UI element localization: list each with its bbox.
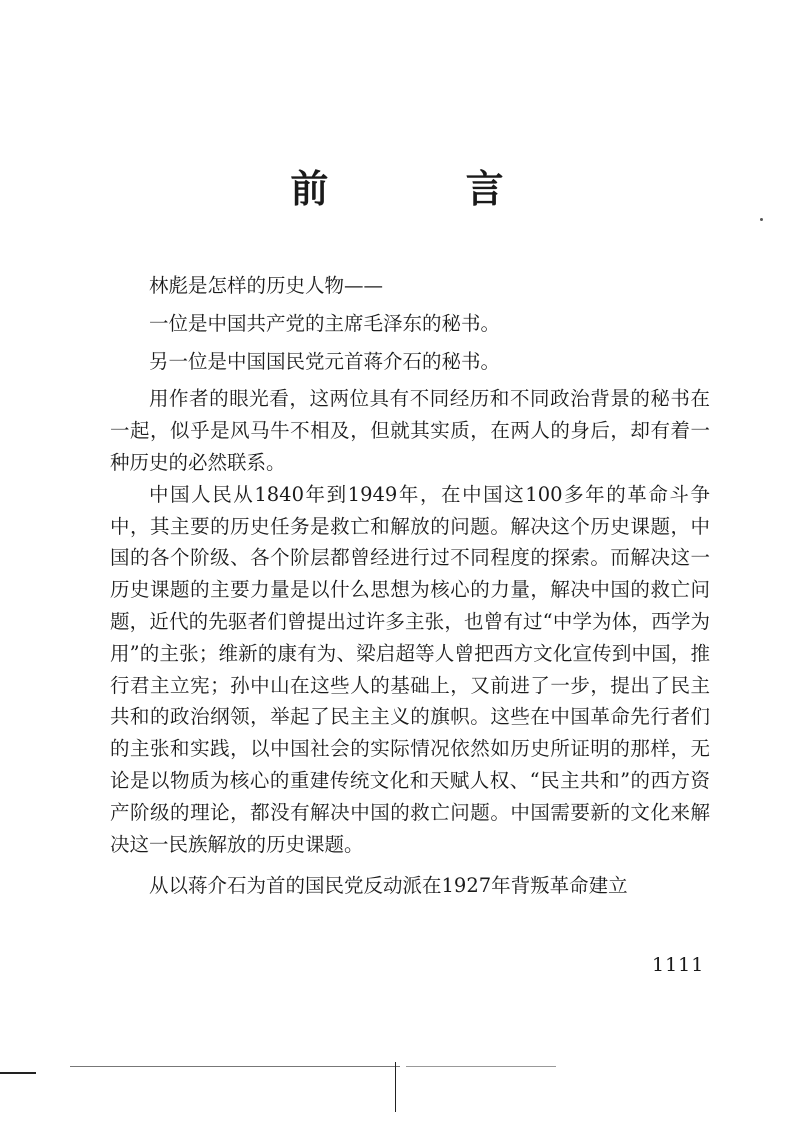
paragraph: 从以蒋介石为首的国民党反动派在1927年背叛革命建立: [149, 874, 628, 898]
paragraph: 另一位是中国国民党元首蒋介石的秘书。: [149, 349, 501, 373]
page-number: 1111: [652, 954, 705, 976]
paragraph: 林彪是怎样的历史人物——: [149, 274, 384, 297]
scan-edge-line: [70, 1066, 400, 1067]
page-title: 前 言: [290, 166, 566, 211]
paragraph: 中国人民从1840年到1949年，在中国这100多年的革命斗争中，其主要的历史任务是救亡和解放的问题。解决这个历史课题，中国的各个阶级、各个阶层都曾经进行过不同程度的探索。而解决这一历史课题的主要力量是以什么思想为核心的力量，解决中国的救亡问题，近代的先驱者们曾提出过许多主张，也曾有过“中学为体，西学为用”的主张；维新的康有为、梁启超等人曾把西方文化宣传到中国，推行君主立宪；孙中山在这些人的基础上，又前进了一步，提出了民主共和的政治纲领，举起了民主主义的旗帜。这些在中国革命先行者们的主张和实践，以中国社会的实际情况依然如历史所证明的那样，无论是以物质为核心的重建传统文化和天赋人权、“民主共和”的西方资产阶级的理论，都没有解决中国的救亡问题。中国需要新的文化来解决这一民族解放的历史课题。: [110, 482, 710, 856]
scan-gutter-line: [395, 1062, 396, 1112]
paragraph: 一位是中国共产党的主席毛泽东的秘书。: [149, 311, 501, 335]
main-text: [110, 270, 710, 902]
scan-edge-line: [0, 1072, 36, 1074]
paragraph: 用作者的眼光看，这两位具有不同经历和不同政治背景的秘书在一起，似乎是风马牛不相及，但就其实质，在两人的身后，却有着一种历史的必然联系。: [110, 387, 710, 474]
scan-speck: [760, 218, 763, 221]
scan-edge-line: [406, 1066, 556, 1067]
